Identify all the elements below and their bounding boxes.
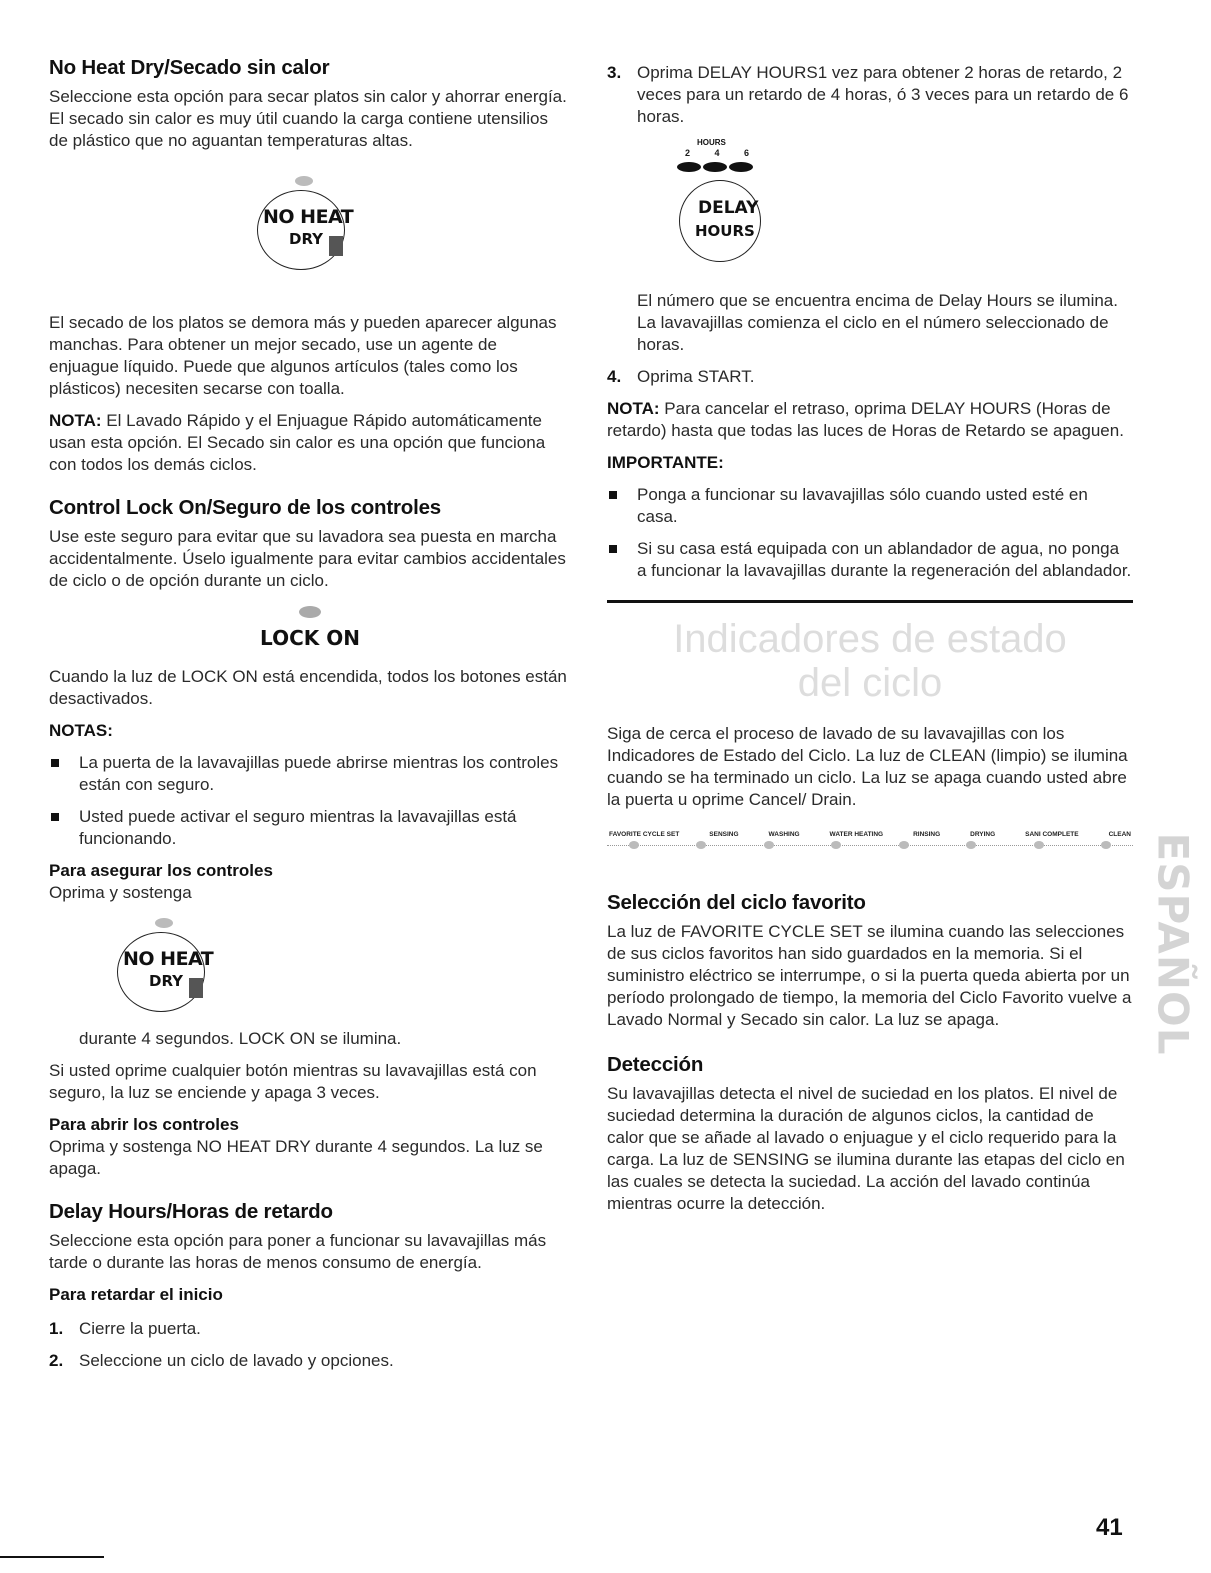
step-item: 3. Oprima DELAY HOURS1 vez para obtener 2 horas de retardo, 2 veces para un retardo de 4 horas, ó 3 veces para un retardo de 6 horas.: [607, 63, 1129, 126]
no-heat-dry-intro: Seleccione esta opción para secar platos sin calor y ahorrar energía. El secado sin calor es muy útil cuando la carga contiene utensilios de plástico que no aguantan temperaturas altas.: [49, 87, 567, 150]
lock-on-description: Cuando la luz de LOCK ON está encendida, todos los botones están desactivados.: [49, 667, 567, 708]
status-label: DRYING: [970, 831, 996, 838]
indicator-lights-icon: [677, 162, 753, 172]
favorite-cycle-text: La luz de FAVORITE CYCLE SET se ilumina cuando las selecciones de sus ciclos favoritos han sido guardados en la memoria. Si el suministro eléctrico se interrumpe, o si la puerta queda abierta por un período prolongado de tiempo, la memoria del Ciclo Favorito vuelve a Lavado Normal y Secado sin calor. La luz se apaga.: [607, 922, 1132, 1029]
delay-explanation: El número que se encuentra encima de Delay Hours se ilumina. La lavavajillas comienza el ciclo en el número seleccionado de horas.: [637, 291, 1118, 354]
asegurar-text: Oprima y sostenga: [49, 883, 192, 902]
step-item: 4. Oprima START.: [607, 367, 755, 386]
status-label: WASHING: [768, 831, 800, 838]
button-label-line2: HOURS: [695, 222, 755, 240]
step-item: 1. Cierre la puerta.: [49, 1319, 201, 1338]
status-label: WATER HEATING: [829, 831, 884, 838]
status-lights-icon: [607, 841, 1133, 849]
delay-hours-heading: Delay Hours/Horas de retardo: [49, 1200, 333, 1223]
control-lock-intro: Use este seguro para evitar que su lavadora sea puesta en marcha accidentalmente. Úselo igualmente para evitar cambios accidentales de ciclo o de opción durante un ciclo.: [49, 527, 566, 590]
status-indicators-intro: Siga de cerca el proceso de lavado de su lavavajillas con los Indicadores de Estado del Ciclo. La luz de CLEAN (limpio) se ilumina cuando se ha terminado un ciclo. La luz se apaga cuando usted abre la puerta u oprime Cancel/ Drain.: [607, 724, 1128, 809]
button-label-line1: NO HEAT: [263, 206, 354, 228]
button-label-line2: DRY: [149, 972, 184, 990]
abrir-heading: Para abrir los controles: [49, 1115, 239, 1134]
language-side-tab: ESPAÑOL: [1148, 832, 1198, 1056]
bullet-icon: [609, 491, 617, 499]
delay-note: NOTA: Para cancelar el retraso, oprima DELAY HOURS (Horas de retardo) hasta que todas las luces de Horas de Retardo se apaguen.: [607, 399, 1124, 440]
no-heat-dry-heading: No Heat Dry/Secado sin calor: [49, 56, 330, 79]
status-label: FAVORITE CYCLE SET: [609, 831, 680, 838]
durante-text: durante 4 segundos. LOCK ON se ilumina.: [79, 1029, 402, 1048]
left-column: [49, 56, 571, 1382]
lock-icon: [329, 236, 343, 256]
indicator-light-icon: [299, 606, 321, 618]
step-item: 2. Seleccione un ciclo de lavado y opciones.: [49, 1351, 394, 1370]
sensing-text: Su lavavajillas detecta el nivel de suciedad en los platos. El nivel de suciedad determina la duración de algunos ciclos, la cantidad de calor que se añade al lavado o enjuague y el ciclo requerido para la carga. La luz de SENSING se ilumina durante las etapas del ciclo en las cuales se detecta la suciedad. La acción del lavado continúa mientras ocurre la detección.: [607, 1084, 1125, 1213]
indicator-light-icon: [295, 176, 313, 186]
bullet-icon: [609, 545, 617, 553]
control-lock-heading: Control Lock On/Seguro de los controles: [49, 496, 441, 519]
status-label: SANI COMPLETE: [1025, 831, 1079, 838]
bullet-icon: [51, 813, 59, 821]
status-label: SENSING: [709, 831, 739, 838]
list-item: Ponga a funcionar su lavavajillas sólo cuando usted esté en casa.: [607, 484, 1133, 528]
asegurar-heading: Para asegurar los controles: [49, 861, 273, 880]
no-heat-dry-button-graphic: [249, 176, 359, 276]
favorite-cycle-heading: Selección del ciclo favorito: [607, 891, 866, 914]
page-number: 41: [1096, 1514, 1123, 1541]
bullet-icon: [51, 759, 59, 767]
no-heat-dry-note: NOTA: El Lavado Rápido y el Enjuague Rápido automáticamente usan esta opción. El Secado sin calor es una opción que funciona con todos los demás ciclos.: [49, 411, 546, 474]
notas-label: NOTAS:: [49, 721, 113, 740]
no-heat-dry-details: El secado de los platos se demora más y pueden aparecer algunas manchas. Para obtener un mejor secado, use un agente de enjuague líquido. Puede que algunos artículos (tales como los plásticos) necesiten secarse con toalla.: [49, 313, 557, 398]
no-heat-dry-button-graphic: [109, 918, 219, 1018]
list-item: Usted puede activar el seguro mientras la lavavajillas está funcionando.: [49, 806, 571, 850]
status-indicators-title: Indicadores de estado del ciclo: [673, 617, 1067, 705]
delay-hours-intro: Seleccione esta opción para poner a funcionar su lavavajillas más tarde o durante las horas de menos consumo de energía.: [49, 1231, 547, 1272]
abrir-text: Oprima y sostenga NO HEAT DRY durante 4 segundos. La luz se apaga.: [49, 1137, 543, 1178]
lock-blink-text: Si usted oprime cualquier botón mientras su lavavajillas está con seguro, la luz se enciende y apaga 3 veces.: [49, 1061, 537, 1102]
status-label: CLEAN: [1108, 831, 1131, 838]
right-column: [607, 62, 1133, 1225]
footer-rule: [0, 1556, 104, 1558]
list-item: Si su casa está equipada con un ablandador de agua, no ponga a funcionar la lavavajillas durante la regeneración del ablandador.: [607, 538, 1133, 582]
sensing-heading: Detección: [607, 1053, 704, 1076]
delay-hours-button-graphic: HOURS 2 4 6 DELAY HOURS: [677, 138, 807, 278]
lock-on-graphic: [49, 606, 571, 650]
list-item: La puerta de la lavavajillas puede abrirse mientras los controles están con seguro.: [49, 752, 571, 796]
lock-on-label: LOCK ON: [260, 626, 360, 650]
button-label-line2: DRY: [289, 230, 324, 248]
retardar-heading: Para retardar el inicio: [49, 1285, 223, 1304]
section-divider: [607, 600, 1133, 603]
lock-icon: [189, 978, 203, 998]
button-label-line1: NO HEAT: [123, 948, 214, 970]
importante-label: IMPORTANTE:: [607, 453, 724, 472]
button-label-line1: DELAY: [698, 198, 759, 218]
indicator-light-icon: [155, 918, 173, 928]
status-label: RINSING: [913, 831, 941, 838]
cycle-status-indicator-bar: [607, 831, 1133, 861]
